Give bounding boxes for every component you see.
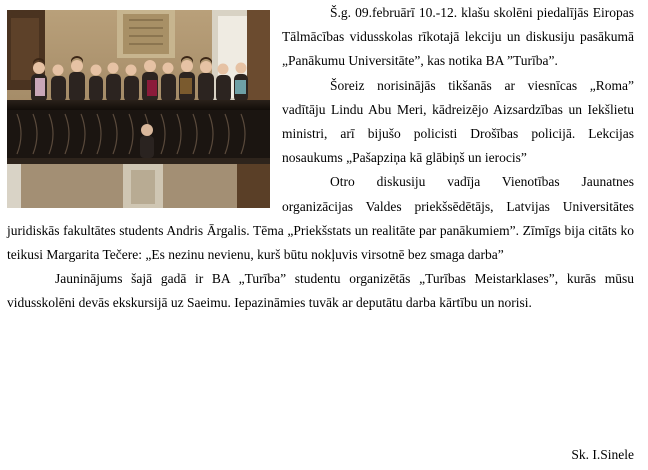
paragraph-3: Otro diskusiju vadīja Vienotības Jaunatnes organizācijas Valdes priekšsēdētājs, Latvijas Universitātes juridiskās fakultātes students Andris Ārgalis. Tēma „Priekšstats un realitāte par panākumiem”. Zīmīgs bija citāts ko teikusi Margarita Tečere: „Es nezinu nevienu, kurš būtu nokļuvis virsotnē bez smaga darba” [7, 174, 634, 263]
paragraph-4: Jauninājums šajā gadā ir BA „Turība” studentu organizētās „Turības Meistarklases”, kurās mūsu vidusskolēni devās ekskursijā uz Saeimu. Iepazināmies tuvāk ar deputātu darba kārtību un norisi. [7, 271, 634, 311]
paragraph-2: Šoreiz norisinājās tikšanās ar viesnīcas „Roma” vadītāju Lindu Abu Meri, kādreizējo Aizsardzības un Iekšlietu ministri, arī bijušo policisti Drošības policijā. Lekcijas nosaukums „Pašapziņa kā glābiņš un ierocis” [282, 77, 634, 166]
paragraph-1: Š.g. 09.februārī 10.-12. klašu skolēni piedalījās Eiropas Tālmācības vidusskolas rīkotajā lekciju un diskusiju pasākumā „Panākumu Universitāte”, kas notika BA ”Turība”. [282, 5, 634, 69]
author-signature: Sk. I.Sinele [571, 447, 634, 462]
group-photo-image [7, 10, 270, 208]
article [7, 0, 634, 316]
group-photo [7, 10, 270, 208]
